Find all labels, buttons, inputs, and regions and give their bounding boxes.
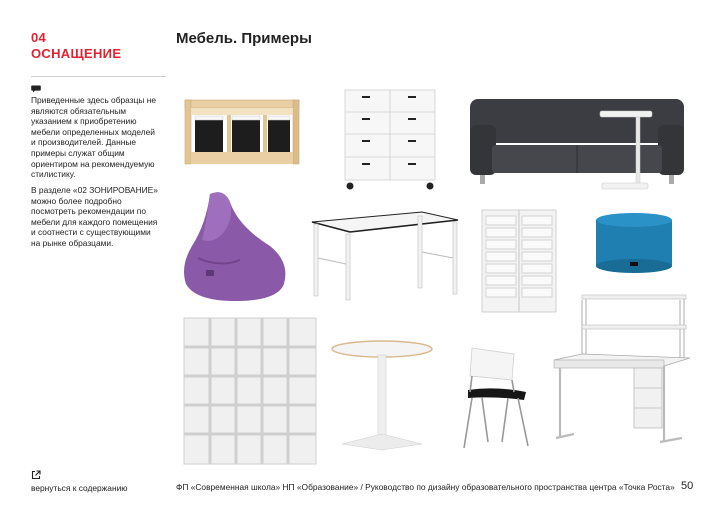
- wooden-storage-unit-image: [183, 96, 301, 168]
- external-link-icon: [31, 470, 41, 480]
- speech-bubble-icon: [31, 85, 41, 93]
- pouf-image: [594, 212, 674, 276]
- chair-image: [458, 346, 534, 452]
- footer-document-title: ФП «Современная школа» НП «Образование» / Руководство по дизайну образовательного пространства центра «Точка Роста»: [176, 482, 675, 492]
- sidebar-paragraph-disclaimer: Приведенные здесь образцы не являются обязательным указанием к приобретению мебели определенных моделей и производителей. Данные примеры служат общим ориентиром на рекомендуемую стилистику.: [31, 95, 157, 180]
- desk-image: [310, 210, 460, 302]
- page-title: Мебель. Примеры: [176, 30, 312, 47]
- tray-cabinet-image: [478, 208, 560, 316]
- section-number: 04: [31, 30, 47, 45]
- page-number: 50: [681, 480, 694, 492]
- bean-bag-image: [180, 188, 292, 304]
- lab-workstation-image: [552, 292, 694, 460]
- sidebar-paragraph-zoning: В разделе «02 ЗОНИРОВАНИЕ» можно более подробно посмотреть рекомендации по мебели для каждого помещения и соотнести с существующими на рынке образцами.: [31, 185, 158, 248]
- back-to-contents-link[interactable]: [31, 470, 128, 493]
- back-to-contents-label: вернуться к содержанию: [31, 483, 128, 493]
- drawer-cabinet-image: [340, 88, 440, 192]
- section-title: ОСНАЩЕНИЕ: [31, 46, 122, 61]
- cafe-table-image: [330, 340, 434, 452]
- cube-shelving-image: [182, 316, 318, 466]
- section-divider: [31, 76, 166, 77]
- sofa-image: [466, 95, 688, 195]
